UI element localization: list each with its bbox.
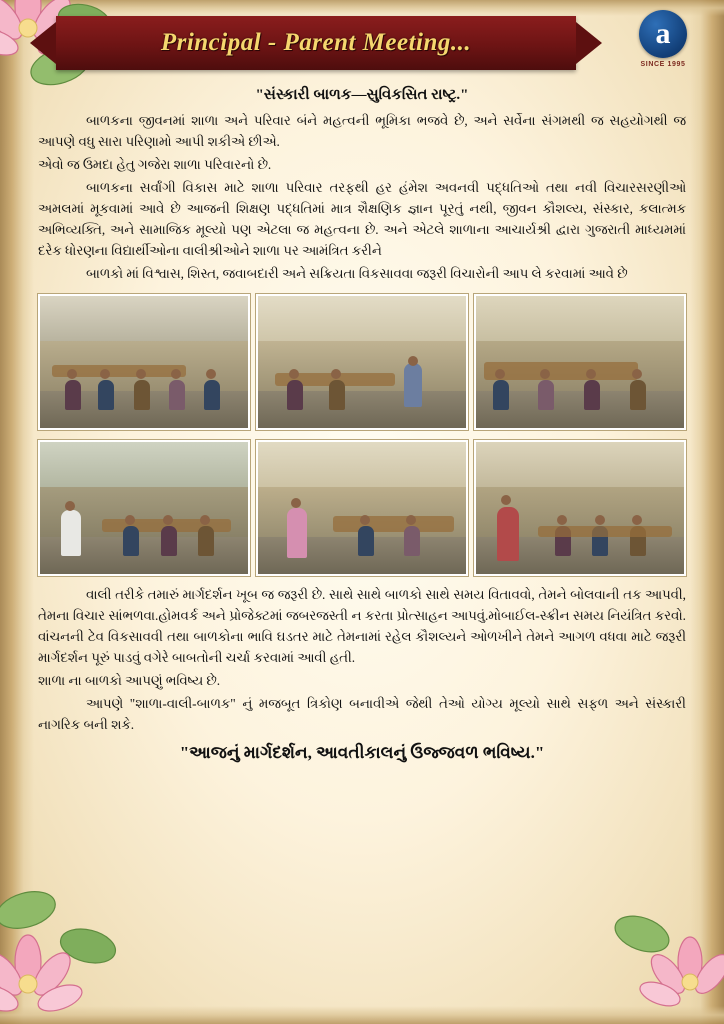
header-banner: [56, 16, 576, 70]
closing-quote: "આજનું માર્ગદર્શન, આવતીકાલનું ઉજ્જવળ ભવિષ્ય.": [179, 743, 545, 762]
lotus-flower-icon: [0, 884, 124, 1024]
paragraph: એવો જ ઉમદા હેતુ ગજેરા શાળા પરિવારનો છે.: [38, 157, 272, 172]
document-body: [38, 80, 686, 763]
photo-grid-row-2: [38, 440, 686, 576]
paragraph: બાળકના જીવનમાં શાળા અને પરિવાર બંને મહત્વની ભૂમિકા ભજવે છે, અને સર્વેના સંગમથી જ સહયોગથી જ આપણે વધુ સારા પરિણામો આપી શકીએ છીએ.: [38, 113, 686, 149]
school-logo: [624, 10, 702, 68]
meeting-photo: [474, 440, 686, 576]
headline-quote: "સંસ્કારી બાળક—સુવિકસિત રાષ્ટ્ર.": [255, 87, 469, 103]
school-logo-icon: [639, 10, 687, 58]
logo-since-text: SINCE 1995: [640, 61, 686, 68]
page-edge-right: [690, 0, 724, 1024]
page-title: Principal - Parent Meeting...: [160, 29, 472, 56]
page-edge-top: [0, 0, 724, 16]
meeting-photo: [38, 294, 250, 430]
paragraph: વાલી તરીકે તમારું માર્ગદર્શન ખૂબ જ જરૂરી છે. સાથે સાથે બાળકો સાથે સમય વિતાવવો, તેમને બોલવાની તક આપવી, તેમના વિચાર સાંભળવા.હોમવર્ક અને પ્રોજેક્ટમાં જબરજસ્તી ન કરતા પ્રોત્સાહન આપવું.મોબાઈલ-સ્ક્રીન સમય નિયંત્રિત કરવો. વાંચનની ટેવ વિકસાવવી તથા બાળકોના ભાવિ ઘડતર માટે તેમનામાં રહેલ કૌશલ્યને ઓળખીને તેમને આગળ વધવા માટે જરૂરી માર્ગદર્શન પૂરું પાડવું વગેરે બાબતોની ચર્ચા કરવામાં આવી હતી.: [38, 587, 686, 665]
meeting-photo: [256, 294, 468, 430]
paragraph: બાળકો માં વિશ્વાસ, શિસ્ત, જવાબદારી અને સક્રિયતા વિકસાવવા જરૂરી વિચારોની આપ લે કરવામાં આવે છે: [86, 266, 628, 281]
lotus-flower-icon: [608, 900, 724, 1024]
page-edge-bottom: [0, 1006, 724, 1024]
meeting-photo: [38, 440, 250, 576]
paragraph: બાળકના સર્વાંગી વિકાસ માટે શાળા પરિવાર તરફથી હર હંમેશ અવનવી પદ્ધતિઓ તથા નવી વિચારસરણીઓ અમલમાં મૂકવામાં આવે છે આજની શિક્ષણ પદ્ધતિમાં માત્ર શૈક્ષણિક જ્ઞાન પૂરતું નથી, જીવન કૌશલ્ય, સંસ્કાર, કલાત્મક અભિવ્યક્તિ, અને સામાજિક મૂલ્યો પણ એટલા જ મહત્વના છે. અને એટલે શાળાના આચાર્યશ્રી દ્વારા ગુજરાતી માધ્યમમાં દરેક ધોરણના વિદ્યાર્થીઓના વાલીશ્રીઓને શાળા પર આમંત્રિત કરીને: [38, 180, 686, 258]
paragraph: શાળા ના બાળકો આપણું ભવિષ્ય છે.: [38, 673, 221, 688]
photo-grid-row-1: [38, 294, 686, 430]
meeting-photo: [256, 440, 468, 576]
paragraph: આપણે "શાળા-વાલી-બાળક" નું મજબૂત ત્રિકોણ બનાવીએ જેથી તેઓ યોગ્ય મૂલ્યો સાથે સફળ અને સંસ્કારી નાગરિક બની શકે.: [38, 696, 686, 732]
meeting-photo: [474, 294, 686, 430]
logo-letter: a: [655, 17, 671, 50]
page-edge-left: [0, 0, 34, 1024]
